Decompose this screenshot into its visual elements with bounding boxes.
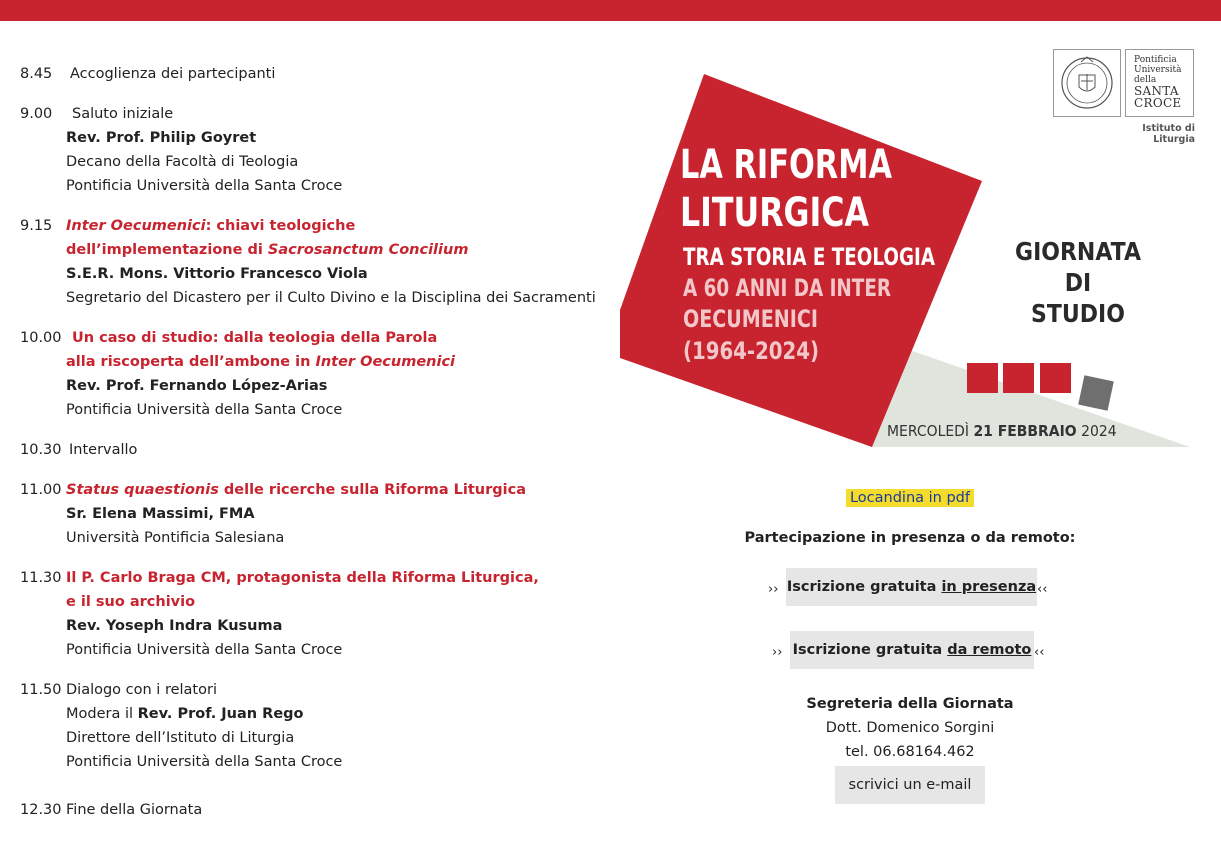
- role: Pontificia Università della Santa Croce: [66, 642, 343, 658]
- logo-wordmark: [1125, 49, 1194, 117]
- arrow-left-icon: ‹‹: [1037, 582, 1048, 597]
- grey-square: [1078, 375, 1114, 411]
- item-title: Accoglienza dei partecipanti: [70, 66, 276, 82]
- speaker: Rev. Prof. Fernando López-Arias: [66, 378, 328, 394]
- role: Pontificia Università della Santa Croce: [66, 754, 343, 770]
- item-title-italic: Inter Oecumenici: [315, 354, 456, 370]
- secretariat-title: Segreteria della Giornata: [806, 696, 1014, 712]
- program-item: [20, 438, 137, 462]
- time: 9.15: [20, 218, 53, 234]
- item-title: Un caso di studio: dalla teologia della Parola: [72, 330, 438, 346]
- program-item: [20, 678, 342, 774]
- date-year: 2024: [1076, 422, 1117, 440]
- arrow-left-icon: ‹‹: [1034, 645, 1045, 660]
- poster-subtitle: A 60 ANNI DA INTER: [683, 274, 891, 302]
- contact-person: Dott. Domenico Sorgini: [825, 720, 995, 736]
- item-title-italic: Sacrosanctum Concilium: [267, 242, 469, 258]
- item-title: Saluto iniziale: [72, 106, 174, 122]
- seal-icon: [1053, 49, 1121, 117]
- role: Decano della Facoltà di Teologia: [66, 154, 299, 170]
- poster-title-line2: LITURGICA: [680, 190, 870, 236]
- item-title: dell’implementazione di: [66, 242, 268, 258]
- participation-label: Partecipazione in presenza o da remoto:: [744, 530, 1076, 546]
- logo-line: Pontificia: [1134, 55, 1177, 65]
- role: Pontificia Università della Santa Croce: [66, 402, 343, 418]
- date-day-month: 21 FEBBRAIO: [973, 422, 1077, 440]
- institute-label: Istituto di Liturgia: [1142, 123, 1195, 145]
- flyer-pdf-link[interactable]: Locandina in pdf: [846, 489, 974, 507]
- time: 8.45: [20, 66, 53, 82]
- heading-line: STUDIO: [1031, 299, 1125, 328]
- university-logo: [1053, 49, 1194, 117]
- pdf-link-row: [700, 490, 1120, 506]
- logo-line: della: [1134, 75, 1157, 85]
- logo-line: CROCE: [1134, 96, 1182, 110]
- speaker: Sr. Elena Massimi, FMA: [66, 506, 255, 522]
- time: 11.50: [20, 682, 62, 698]
- time: 11.30: [20, 570, 62, 586]
- item-title: delle ricerche sulla Riforma Liturgica: [218, 482, 526, 498]
- register-in-person-button[interactable]: [786, 568, 1037, 606]
- time: 9.00: [20, 106, 53, 122]
- item-title: Il P. Carlo Braga CM, protagonista della Riforma Liturgica,: [66, 570, 539, 586]
- contact-phone: tel. 06.68164.462: [845, 744, 975, 760]
- program-schedule: [0, 0, 600, 841]
- program-item: [20, 326, 455, 422]
- heading-line: GIORNATA DI: [1015, 237, 1141, 297]
- button-link-text: da remoto: [947, 642, 1032, 658]
- item-title: : chiavi teologiche: [205, 218, 356, 234]
- item-title: Fine della Giornata: [66, 802, 203, 818]
- speaker: Rev. Prof. Philip Goyret: [66, 130, 257, 146]
- time: 11.00: [20, 482, 62, 498]
- email-button[interactable]: scrivici un e-mail: [835, 766, 985, 804]
- role: Università Pontificia Salesiana: [66, 530, 285, 546]
- speaker: S.E.R. Mons. Vittorio Francesco Viola: [66, 266, 368, 282]
- program-item: [20, 478, 526, 550]
- poster-subtitle: (1964-2024): [683, 337, 819, 365]
- red-square: [967, 363, 998, 393]
- item-title: Intervallo: [69, 442, 138, 458]
- time: 12.30: [20, 802, 62, 818]
- role: Pontificia Università della Santa Croce: [66, 178, 343, 194]
- role: Direttore dell’Istituto di Liturgia: [66, 730, 295, 746]
- moderator-name: Rev. Prof. Juan Rego: [137, 706, 304, 722]
- role: Segretario del Dicastero per il Culto Divino e la Disciplina dei Sacramenti: [66, 290, 596, 306]
- button-label: Iscrizione gratuita: [792, 642, 948, 658]
- red-square: [1040, 363, 1071, 393]
- poster-subtitle: OECUMENICI: [683, 305, 818, 333]
- register-remote-button[interactable]: [790, 631, 1034, 669]
- red-square: [1003, 363, 1034, 393]
- time: 10.30: [20, 442, 62, 458]
- item-title: e il suo archivio: [66, 594, 196, 610]
- poster-title-line1: LA RIFORMA: [680, 142, 893, 188]
- program-item: [20, 214, 596, 310]
- button-label: Iscrizione gratuita: [786, 579, 942, 595]
- program-item: [20, 798, 202, 822]
- logo-line: Università: [1134, 65, 1182, 75]
- time: 10.00: [20, 330, 62, 346]
- poster-subtitle: TRA STORIA E TEOLOGIA: [683, 243, 936, 271]
- date-weekday: MERCOLEDÌ: [887, 422, 974, 440]
- speaker: Rev. Yoseph Indra Kusuma: [66, 618, 283, 634]
- event-date: [887, 422, 1117, 440]
- arrow-right-icon: ››: [768, 582, 779, 597]
- program-item: [20, 102, 342, 198]
- program-item: [20, 566, 539, 662]
- item-title: Dialogo con i relatori: [66, 682, 217, 698]
- item-title-italic: Inter Oecumenici: [66, 218, 206, 234]
- program-item: [20, 62, 275, 86]
- button-link-text: in presenza: [941, 579, 1037, 595]
- study-day-heading: [1001, 236, 1156, 329]
- logo-line: SANTA: [1134, 84, 1179, 98]
- arrow-right-icon: ››: [772, 645, 783, 660]
- item-title: alla riscoperta dell’ambone in: [66, 354, 316, 370]
- moderator-label: Modera il: [66, 706, 138, 722]
- item-title-italic: Status quaestionis: [66, 482, 219, 498]
